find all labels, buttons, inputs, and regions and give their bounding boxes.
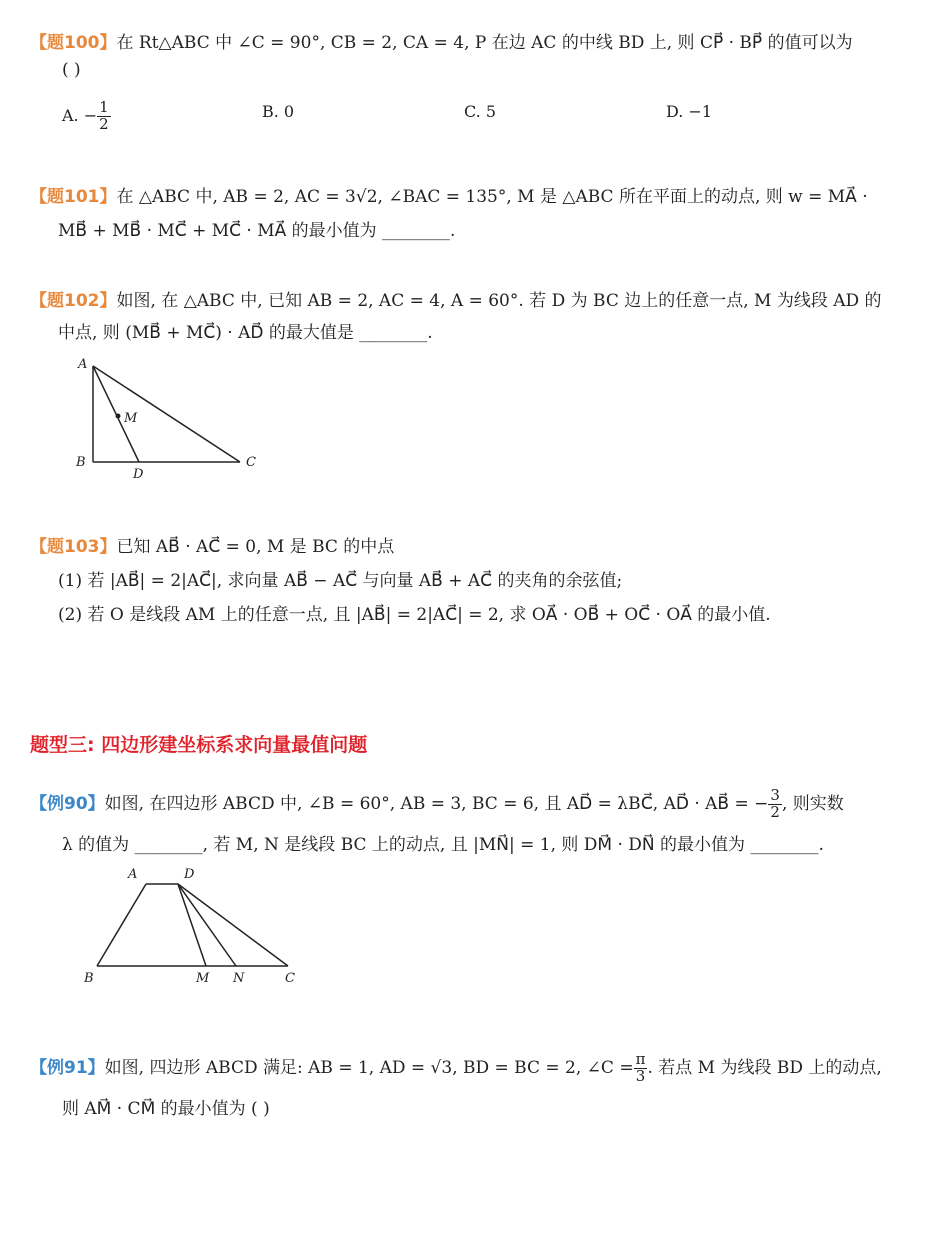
label-b: B (76, 455, 86, 470)
option-b: B. 0 (262, 102, 295, 121)
segment-dm (178, 884, 206, 966)
segment-dn (178, 884, 236, 966)
option-c: C. 5 (464, 102, 497, 121)
fraction (768, 788, 782, 821)
problem-102-line2: 中点, 则 (MB⃗ + MC⃗) · AD⃗ 的最大值是 ________. (58, 323, 433, 343)
label-c: C (285, 971, 295, 986)
label-m: M (196, 971, 210, 986)
problem-101-line2: MB⃗ + MB⃗ · MC⃗ + MC⃗ · MA⃗ 的最小值为 ________. (58, 221, 456, 241)
problem-103-line1 (30, 532, 394, 557)
example-text-tail: . 若点 M 为线段 BD 上的动点, (647, 1057, 882, 1078)
point-m (116, 414, 121, 419)
fraction (634, 1052, 648, 1085)
quadrilateral-figure (80, 864, 320, 988)
label-n: N (233, 971, 245, 986)
answer-blank: ( ) (62, 60, 81, 80)
label-d: D (184, 867, 195, 882)
example-90-line2: λ 的值为 ________, 若 M, N 是线段 BC 上的动点, 且 |MN⃗| = 1, 则 DM⃗ · DN⃗ 的最小值为 ________. (62, 835, 824, 855)
example-text: 如图, 在四边形 ABCD 中, ∠B = 60°, AB = 3, BC = 6, 且 AD⃗ = λBC⃗, AD⃗ · AB⃗ = − (104, 793, 769, 814)
problem-103-part1: (1) 若 |AB⃗| = 2|AC⃗|, 求向量 AB⃗ − AC⃗ 与向量 AB⃗ + AC⃗ 的夹角的余弦值; (58, 571, 623, 591)
section-heading: 题型三: 四边形建坐标系求向量最值问题 (30, 734, 368, 756)
problem-tag: 【题100】 (30, 33, 117, 53)
label-a: A (128, 867, 138, 882)
problem-tag: 【题103】 (30, 537, 117, 557)
example-text: 如图, 四边形 ABCD 满足: AB = 1, AD = √3, BD = BC = 2, ∠C = (104, 1057, 634, 1078)
label-b: B (84, 971, 94, 986)
problem-text: 如图, 在 △ABC 中, 已知 AB = 2, AC = 4, A = 60°. 若 D 为 BC 边上的任意一点, M 为线段 AD 的 (116, 291, 882, 311)
label-m: M (124, 411, 138, 426)
segment-dc (178, 884, 288, 966)
fraction-numerator: π (635, 1050, 646, 1068)
triangle-figure (68, 352, 268, 482)
fraction-denominator: 2 (770, 802, 780, 821)
problem-tag: 【题102】 (30, 291, 117, 311)
example-91-line1 (30, 1052, 882, 1085)
option-a (62, 100, 111, 133)
fraction-numerator: 1 (99, 98, 109, 116)
fraction-denominator: 2 (99, 114, 109, 133)
problem-tag: 【题101】 (30, 187, 117, 207)
option-sign: − (83, 105, 98, 125)
problem-101-line1 (30, 182, 868, 207)
problem-text: 在 Rt△ABC 中 ∠C = 90°, CB = 2, CA = 4, P 在边 AC 的中线 BD 上, 则 CP⃗ · BP⃗ 的值可以为 (116, 33, 853, 53)
example-90-line1 (30, 788, 844, 821)
fraction-denominator: 3 (635, 1066, 646, 1085)
segment-ac (93, 366, 240, 462)
example-text-tail: , 则实数 (781, 793, 844, 814)
segment-ab (97, 884, 146, 966)
problem-102-line1 (30, 286, 882, 311)
problem-103-part2: (2) 若 O 是线段 AM 上的任意一点, 且 |AB⃗| = 2|AC⃗| = 2, 求 OA⃗ · OB⃗ + OC⃗ · OA⃗ 的最小值. (58, 605, 771, 625)
example-91-line2: 则 AM⃗ · CM⃗ 的最小值为 ( ) (62, 1099, 270, 1119)
problem-100-line1 (30, 28, 853, 53)
fraction (97, 100, 111, 133)
example-tag: 【例91】 (30, 1057, 105, 1078)
example-tag: 【例90】 (30, 793, 105, 814)
problem-text: 在 △ABC 中, AB = 2, AC = 3√2, ∠BAC = 135°, M 是 △ABC 所在平面上的动点, 则 w = MA⃗ · (116, 187, 868, 207)
fraction-numerator: 3 (770, 786, 780, 804)
label-a: A (78, 357, 88, 372)
label-d: D (133, 467, 144, 482)
problem-text: 已知 AB⃗ · AC⃗ = 0, M 是 BC 的中点 (116, 537, 395, 557)
option-d: D. −1 (666, 102, 713, 121)
label-c: C (246, 455, 256, 470)
option-label: A. (62, 105, 79, 125)
